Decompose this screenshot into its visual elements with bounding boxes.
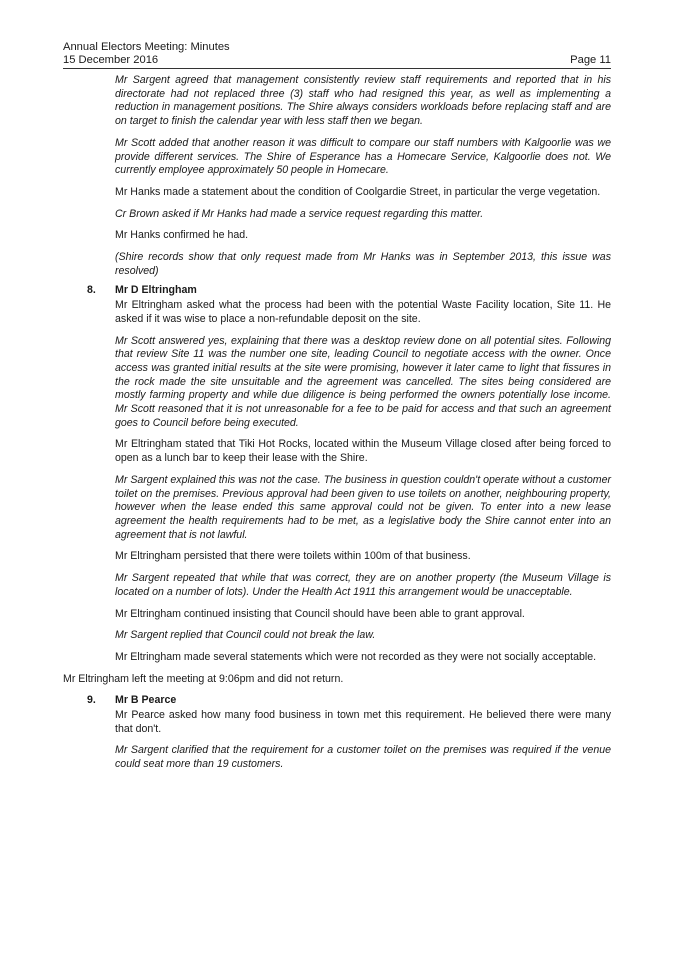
paragraph: Mr Eltringham persisted that there were toilets within 100m of that business.: [115, 550, 471, 563]
document-title: Annual Electors Meeting: Minutes: [63, 41, 230, 53]
paragraph: Mr Scott answered yes, explaining that there was a desktop review done on all potential sites. Following that review Site 11 was the number one site, leading Council to negotiate access with the owner. Once access was granted initial results at the site were promising, however it later came to light that fissures in the rock made the site unsuitable and the agreement was cancelled. The sites being considered are mostly farming property and while due diligence is being performed the owners potentially lose income. Mr Scott reasoned that it is not unreasonable for a fee to be paid for access and that such an agreement goes to Council before being executed.: [115, 334, 611, 429]
paragraph: Mr Sargent repeated that while that was correct, they are on another property (the Museum Village is located on a number of lots). Under the Health Act 1911 this arrangement would be unacceptable.: [115, 572, 611, 598]
page-number: Page 11: [570, 54, 611, 66]
page-header: [63, 41, 611, 67]
paragraph: (Shire records show that only request made from Mr Hanks was in September 2013, this issue was resolved): [115, 251, 611, 277]
section-number: 8.: [87, 284, 96, 297]
header-divider: [63, 68, 611, 69]
paragraph: Mr Hanks made a statement about the condition of Coolgardie Street, in particular the verge vegetation.: [115, 185, 601, 198]
section-number: 9.: [87, 694, 96, 707]
paragraph: Mr Sargent agreed that management consistently review staff requirements and reported that in his directorate had not replaced three (3) staff who had resigned this year, as well as implementing a reduction in management positions. The Shire always considers workloads before replacing staff and are on target to finish the calendar year with less staff then we began.: [115, 74, 611, 128]
continued-discussion: [115, 74, 611, 278]
paragraph: Mr Pearce asked how many food business in town met this requirement. He believed there were many that don't.: [115, 709, 611, 735]
paragraph: Mr Hanks confirmed he had.: [115, 229, 249, 242]
paragraph: Mr Scott added that another reason it was difficult to compare our staff numbers with Kalgoorlie was we provide different services. The Shire of Esperance has a Homecare Service, Kalgoorlie does not. We currently employee approximately 50 people in Homecare.: [115, 136, 611, 177]
section-title: Mr D Eltringham: [115, 284, 197, 297]
paragraph: Mr Eltringham asked what the process had been with the potential Waste Facility location, Site 11. He asked if it was wise to place a non-refundable deposit on the site.: [115, 299, 611, 325]
minutes-body: [63, 74, 611, 780]
paragraph: Mr Eltringham stated that Tiki Hot Rocks, located within the Museum Village closed after being forced to open as a lunch bar to keep their lease with the Shire.: [115, 438, 611, 465]
paragraph: Mr Sargent clarified that the requirement for a customer toilet on the premises was required if the venue could seat more than 19 customers.: [115, 744, 611, 771]
paragraph: Cr Brown asked if Mr Hanks had made a service request regarding this matter.: [115, 207, 484, 220]
section-8: [63, 284, 611, 672]
meeting-date: 15 December 2016: [63, 54, 159, 66]
paragraph: Mr Sargent replied that Council could not break the law.: [115, 629, 376, 642]
departure-note: Mr Eltringham left the meeting at 9:06pm and did not return.: [63, 672, 344, 685]
paragraph: Mr Eltringham made several statements which were not recorded as they were not socially acceptable.: [115, 650, 597, 663]
section-9: [63, 694, 611, 780]
section-title: Mr B Pearce: [115, 694, 177, 707]
paragraph: Mr Sargent explained this was not the case. The business in question couldn't operate without a customer toilet on the premises. Previous approval had been given to use toilets on another, neighbouring property, however when the lease ended this same approval could not be given. To enter into a new lease agreement the health requirements had to be met, as a legislative body the Shire cannot enter into an agreement that is not lawful.: [115, 473, 611, 541]
paragraph: Mr Eltringham continued insisting that Council should have been able to grant approval.: [115, 607, 525, 620]
